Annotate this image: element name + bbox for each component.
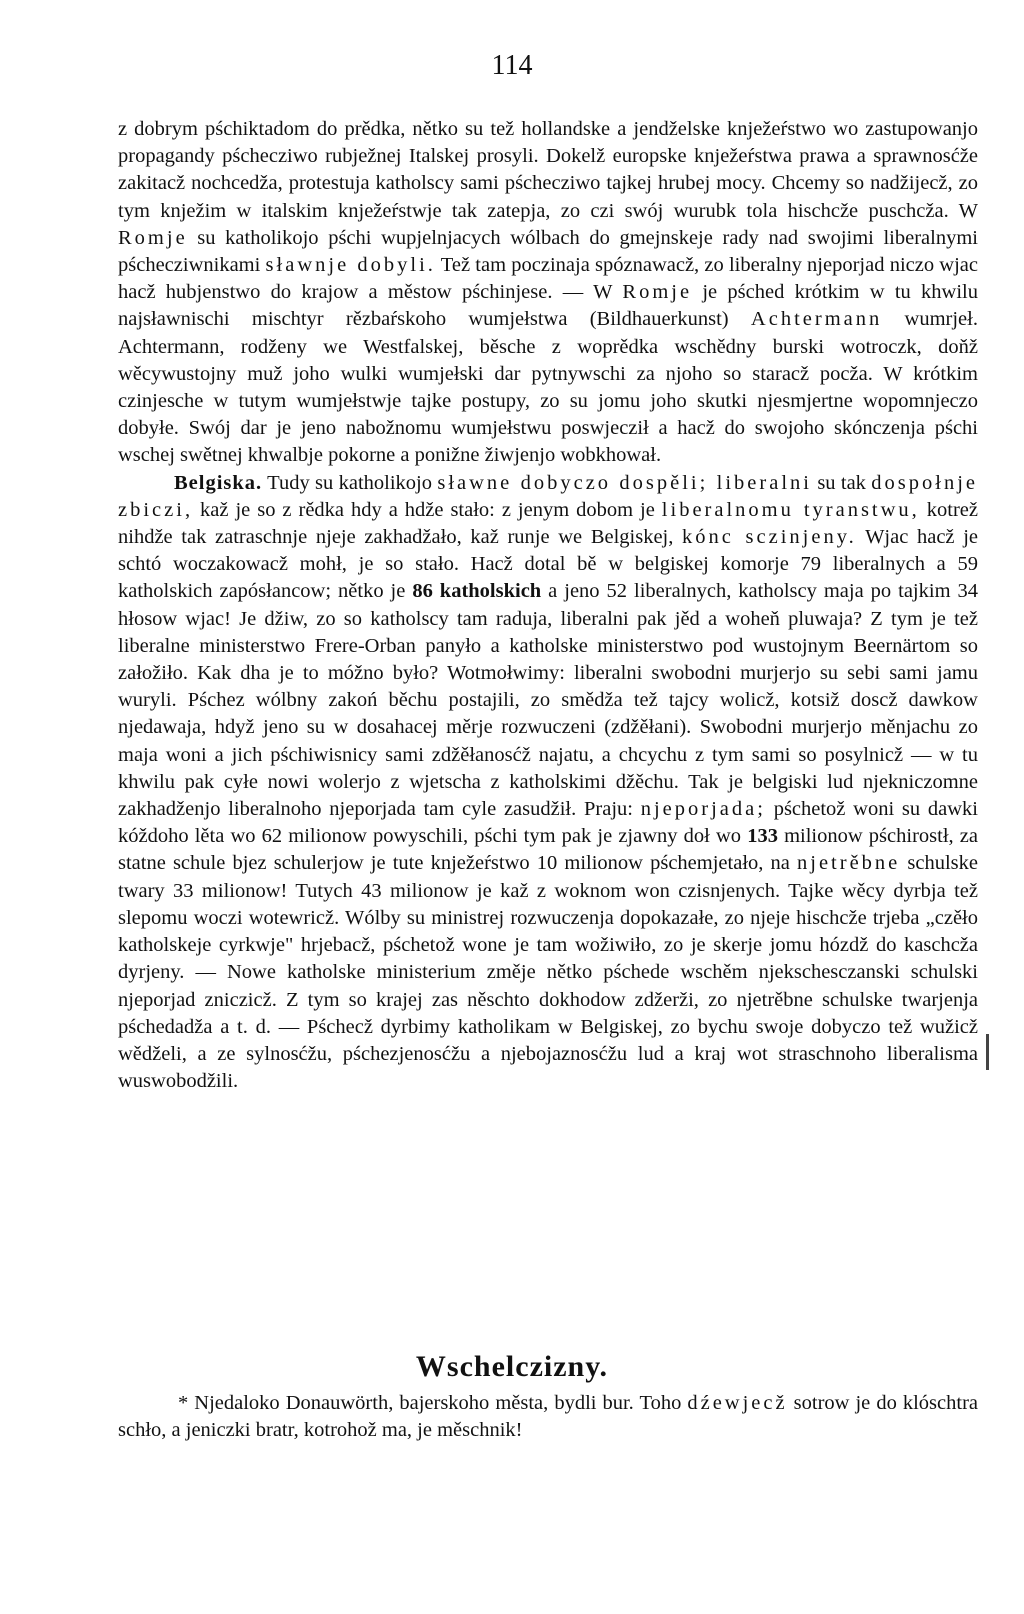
paragraph-1-segment: kaž je so z rědka hdy a hdže stało: z jenym dobom je — [193, 498, 662, 521]
paragraph-1-segment: njetrěbne — [797, 852, 901, 875]
paragraph-1-segment: su tak — [811, 471, 872, 494]
paragraph-1-segment: sławne dobyczo dospěli; liberalni — [437, 471, 812, 494]
footnote — [118, 1390, 978, 1444]
footnote-text — [118, 1390, 978, 1444]
footnote-segment: * Njedaloko Donauwörth, bajerskoho města, bydli bur. Toho — [178, 1392, 688, 1414]
paragraph-italy — [118, 116, 978, 470]
page-number: 114 — [491, 50, 533, 81]
paragraph-1-segment: liberalnomu tyranstwu, — [661, 498, 920, 521]
paragraph-1-segment: njeporjada; — [640, 798, 766, 821]
paragraph-0-segment: Achtermann — [750, 308, 883, 331]
paragraph-0-segment: sławnje dobyli. — [265, 254, 436, 277]
paragraph-1-segment: 133 — [747, 825, 778, 848]
paragraph-0-segment: Tež tam poczinaja spóznawacž, zo liberalny njeporjad niczo wjac hacž hubjenstwo do krajow a městow pśchinjese. — W — [118, 254, 979, 304]
paragraph-belgium — [118, 470, 978, 1096]
paragraph-0-segment: su katholikojo pśchi wupjelnjacych wólbach do gmejnskeje rady nad swojimi liberalnymi pśchecziwnikami — [118, 226, 978, 277]
paragraph-0-segment: Romje — [118, 226, 188, 249]
paragraph-1-segment: schulske twary 33 milionow! Tutych 43 milionow je kaž z woknom won czisnjenych. Tajke wěcy dyrbja tež slepomu woczi wotewricž. Wólby su ministrej rozwuczenja dopokazałe, zo njeje hischcže trjeba „czěło katholskeje cyrkwje" hrjebacž, pśchetož wone je tam wožiwiło, zo je skerje jomu hózdž do kaschcža dyrjeny. — Nowe katholske ministerium změje nětko pśchede wschěm njekschesczanski schulski njeporjad zniczicž. Z tym so krajej zas něschto dokhodow zdžerži, zo njetrěbne schulske twarjenja pśchedadža a t. d. — Pśchecž dyrbimy katholikam w Belgiskej, zo bychu swoje dobyczo tež wužicž wědželi, a ze sylnosćžu, pśchezjenosćžu a njebojaznosćžu lud a kraj wot straschnoho liberalisma wuswobodžili. — [118, 852, 978, 1093]
paragraph-0-segment: z dobrym pśchiktadom do prědka, nětko su tež hollandske a jendželske knježeŕstwo wo zastupowanjo propagandy pśchecziwo rubježnej Italskej prosyli. Dokelž europske knježeŕstwa prawa a sprawnosćže zakitacž nochcedža, protestuja katholscy sami pśchecziwo tajkej hrubej mocy. Chcemy so nadžijecž, zo tym knježim w italskim knježeŕstwje tak zatepja, zo czi swój wurubk tola hischcže puschcža. W — [118, 118, 978, 222]
body-text — [118, 116, 978, 1095]
paragraph-1-segment: kotrež nihdže tak zatraschnje njeje zakhadžało, kaž runje we Belgiskej, — [118, 498, 979, 549]
footnote-segment: sotrow je do klóschtra schło, a jeniczki bratr, kotrohož ma, je měschnik! — [118, 1392, 978, 1442]
paragraph-1-segment: Tudy su katholikojo — [262, 471, 438, 494]
paragraph-0-segment: wumrjeł. Achtermann, rodženy we Westfalskej, běsche z woprědka wschědny burski wotroczk, doňž wěcywustojny muž joho wulki wumjełski dar pytnywschi za njoho so staracž pocža. W krótkim czinjesche w tutym wumjełstwje tajke postupy, zo su jomu joho skutki njesmjertne wopomnjeczo dobyłe. Swój dar je jeno nabožnomu wumjełstwu poswjecził a hacž do swojoho skónczenja pśchi wschej swětnej khwalbje pokorne a ponižne žiwjenjo wobkhował. — [118, 308, 978, 467]
paragraph-1-segment: a jeno 52 liberalnych, katholscy maja po tajkim 34 hłosow wjac! Je džiw, zo so katholscy tam raduja, liberalni pak jěd a woheň pluwaja? Z tym je tež liberalne ministerstwo Frere-Orban panyło a katholske ministerstwo pod wustojnym Beernärtom so załožiło. Kak dha je to móžno było? Wotmołwimy: liberalni swobodni murjerjo su sebi sami jamu wuryli. Pśchez wólbny zakoń běchu postajili, zo smědža tež tajcy wolicž, kotsiž doscž dawkow njedawaja, hdyž jeno su w dosahacej měrje rozwuczeni (zdžěłani). Swobodni murjerjo měnjachu zo maja woni a jich pśchiwisnicy sami zdžěłanosćž najatu, a chcychu z tym sami so posylnicž — w tu khwilu pak cyłe nowi wolerjo z wjetscha z katholskimi džěchu. Tak je belgiski lud njekniczomne zakhadženjo liberalnoho njeporjada tam cyle zasudžił. Praju: — [118, 580, 978, 821]
paragraph-1-segment: milionow pśchirostł, za statne schule bjez schulerjow je tute knježeŕstwo 10 milionow pśchemjetało, na — [118, 825, 978, 875]
margin-mark — [986, 1034, 989, 1070]
paragraph-1-segment: kónc sczinjeny. — [682, 526, 857, 549]
footnote-segment: dźewjecž — [687, 1392, 788, 1414]
paragraph-1-segment: Wjac hacž je schtó woczakowacž mohł, je so stało. Hacž dotal bě w belgiskej komorje 79 liberalnych a 59 katholskich zapósłancow; nětko je — [118, 526, 978, 603]
section-heading: Wschelczizny. — [415, 1350, 609, 1383]
paragraph-1-segment: 86 katholskich — [412, 580, 542, 603]
paragraph-0-segment: je pśched krótkim w tu khwilu najsławnischi mischtyr rězbaŕskoho wumjełstwa (Bildhauerkunst) — [118, 281, 978, 331]
paragraph-0-segment: Romje — [622, 281, 693, 304]
paragraph-1-segment: Belgiska. — [174, 471, 263, 494]
paragraph-1-segment: pśchetož woni su dawki kóždoho lěta wo 62 milionow powyschili, pśchi tym pak je zjawny doł wo — [118, 798, 978, 848]
paragraph-1-segment: dospołnje zbiczi, — [118, 471, 978, 521]
